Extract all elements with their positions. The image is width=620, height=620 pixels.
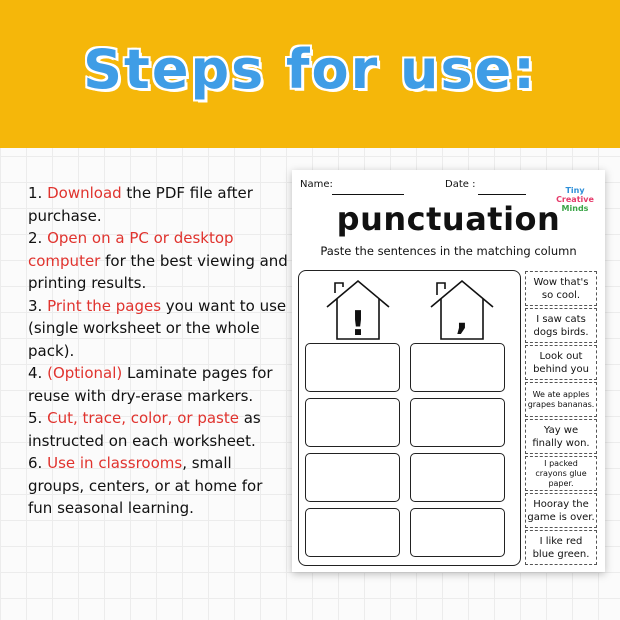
answer-box xyxy=(305,343,400,392)
step-highlight: (Optional) xyxy=(47,364,123,382)
house-comma-icon xyxy=(427,277,497,343)
sentence-strip: I like red blue green. xyxy=(525,530,597,565)
date-line xyxy=(478,194,526,195)
sentence-strip: We ate apples grapes bananas. xyxy=(525,382,597,417)
date-label: Date : xyxy=(445,179,476,190)
step-item: 1. Download the PDF file after purchase. xyxy=(28,184,253,225)
steps-list xyxy=(28,182,290,520)
step-highlight: Open on a PC or desktop computer xyxy=(28,229,234,270)
answer-box xyxy=(410,508,505,557)
step-highlight: Cut, trace, color, or paste xyxy=(47,409,239,427)
step-highlight: Print the pages xyxy=(47,296,162,315)
answer-box xyxy=(410,343,505,392)
answer-box xyxy=(305,453,400,502)
step-highlight: Use in classrooms xyxy=(47,454,183,472)
name-label: Name: xyxy=(300,179,333,190)
worksheet-preview xyxy=(292,170,605,572)
answer-box xyxy=(410,398,505,447)
answer-box xyxy=(410,453,505,502)
worksheet-subtitle: Paste the sentences in the matching column xyxy=(320,244,577,258)
step-item: 3. Print the pages you want to use (single worksheet or the whole pack). xyxy=(28,296,287,360)
logo: Tiny Creative Minds xyxy=(556,186,594,213)
house-exclamation-icon xyxy=(323,277,393,343)
step-item: 4. (Optional) Laminate pages for reuse with dry-erase markers. xyxy=(28,364,273,405)
sentence-strip: Wow that's so cool. xyxy=(525,271,597,306)
house-left-symbol: ! xyxy=(350,304,366,343)
answer-box xyxy=(305,398,400,447)
step-item: 2. Open on a PC or desktop computer for the best viewing and printing results. xyxy=(28,229,288,292)
step-item: 5. Cut, trace, color, or paste as instructed on each worksheet. xyxy=(28,409,261,450)
header-banner xyxy=(0,0,620,148)
sentence-strip: I packed crayons glue paper. xyxy=(525,456,597,491)
name-line xyxy=(332,194,404,195)
answer-box xyxy=(305,508,400,557)
step-item: 6. Use in classrooms, small groups, centers, or at home for fun seasonal learning. xyxy=(28,454,263,517)
sorting-panel xyxy=(298,270,521,566)
sentence-strip: Hooray the game is over. xyxy=(525,493,597,528)
sentence-strip: Yay we finally won. xyxy=(525,419,597,454)
banner-title: Steps for use: xyxy=(83,38,537,101)
house-right-symbol: , xyxy=(455,298,469,338)
worksheet-title: punctuation xyxy=(336,200,561,238)
step-highlight: Download xyxy=(47,184,122,202)
sentence-strip: Look out behind you xyxy=(525,345,597,380)
sentence-strip: I saw cats dogs birds. xyxy=(525,308,597,343)
